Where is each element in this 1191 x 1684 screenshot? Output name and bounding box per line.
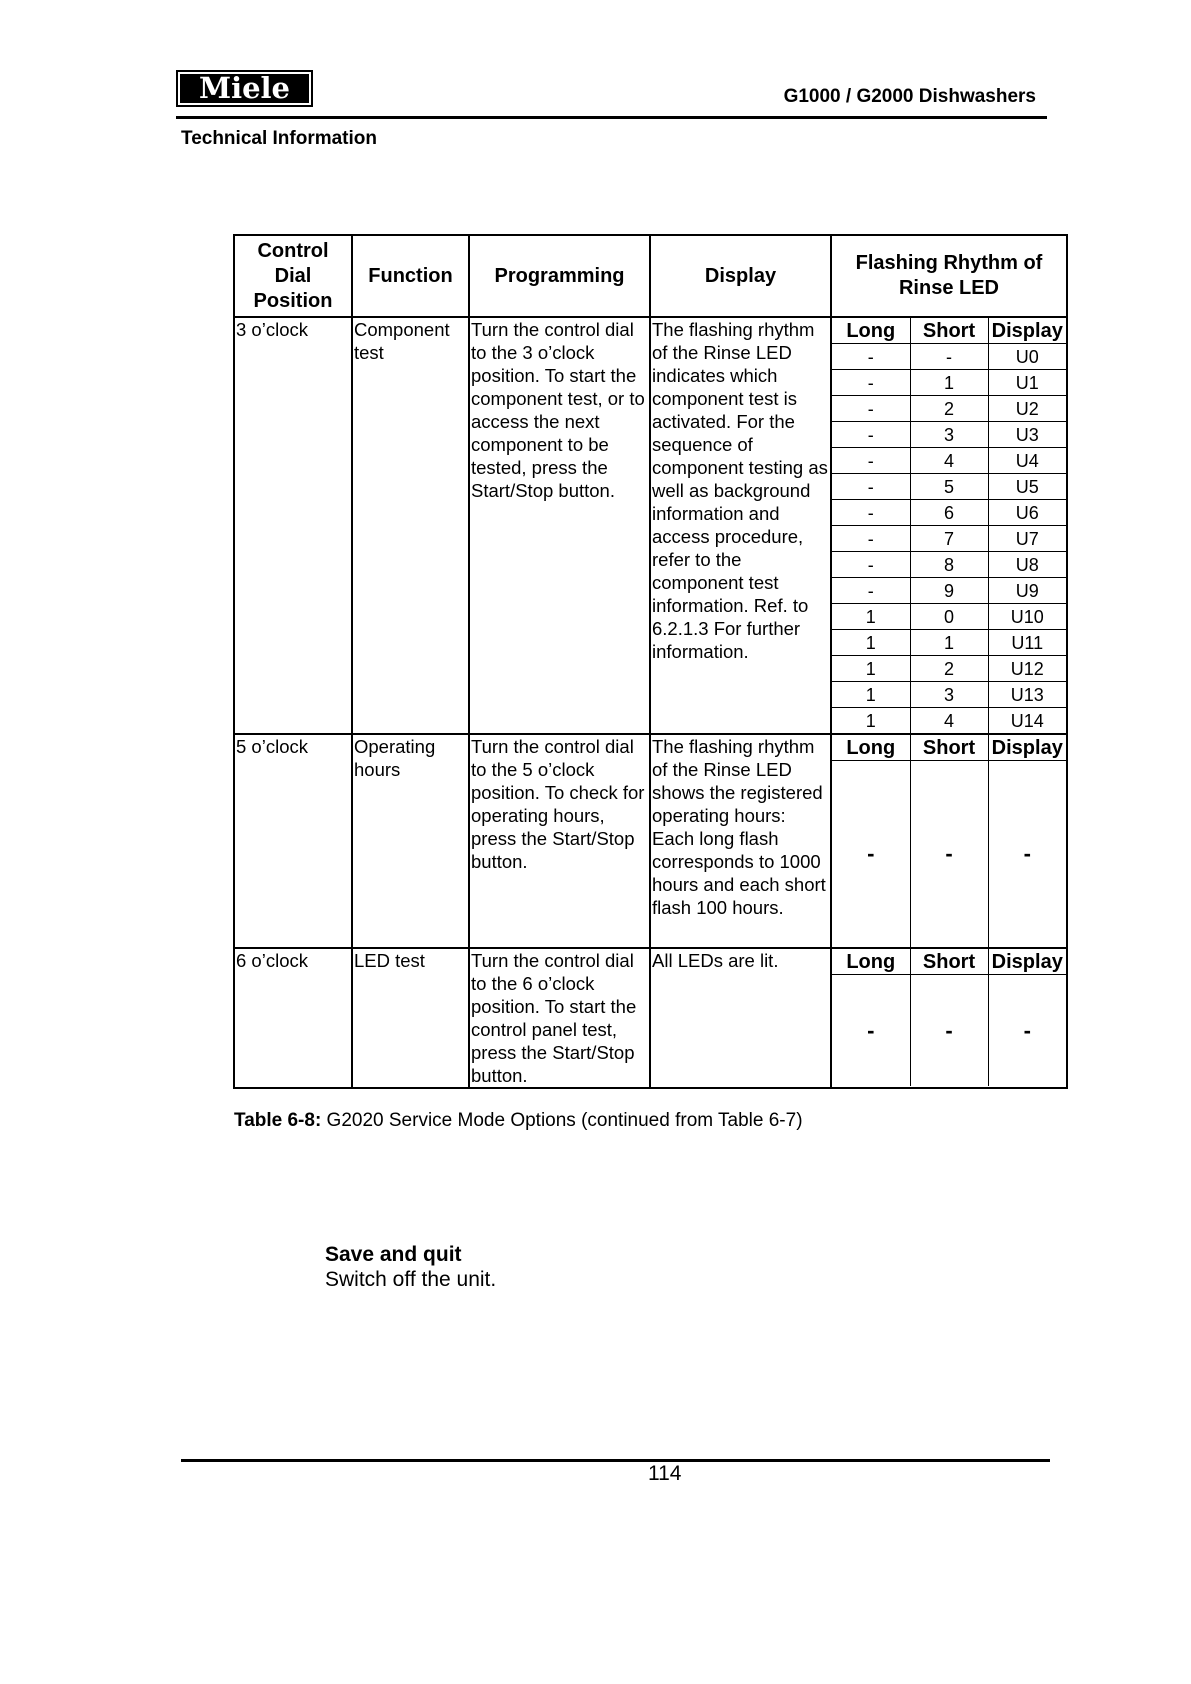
rhythm-header-short: Short	[910, 318, 988, 344]
rhythm-short: 1	[910, 630, 988, 656]
programming-cell: Turn the control dial to the 6 o’clock position. To start the control panel test, press the Start/Stop button.	[469, 948, 650, 1088]
rhythm-cell	[831, 734, 1067, 948]
miele-logo	[176, 70, 313, 107]
rhythm-display: U3	[988, 422, 1066, 448]
programming-cell: Turn the control dial to the 3 o’clock position. To start the component test, or to access the next component to be tested, press the Start/Stop button.	[469, 317, 650, 734]
rhythm-short: 7	[910, 526, 988, 552]
rhythm-cell	[831, 948, 1067, 1088]
rhythm-header-display: Display	[988, 735, 1066, 761]
function-cell: LED test	[352, 948, 469, 1088]
rhythm-header-row	[832, 735, 1066, 761]
rhythm-short: 1	[910, 370, 988, 396]
display-cell: All LEDs are lit.	[650, 948, 831, 1088]
header-divider	[176, 116, 1047, 119]
rhythm-short: 9	[910, 578, 988, 604]
rhythm-display: U5	[988, 474, 1066, 500]
rhythm-long: -	[832, 552, 910, 578]
rhythm-short: 6	[910, 500, 988, 526]
rhythm-display: -	[988, 761, 1066, 948]
rhythm-short: 0	[910, 604, 988, 630]
rhythm-display: U13	[988, 682, 1066, 708]
table-row	[234, 317, 1067, 734]
rhythm-row	[832, 500, 1066, 526]
rhythm-long: -	[832, 474, 910, 500]
rhythm-display: U14	[988, 708, 1066, 734]
rhythm-long: -	[832, 370, 910, 396]
rhythm-short: 8	[910, 552, 988, 578]
rhythm-row	[832, 975, 1066, 1087]
rhythm-header-display: Display	[988, 318, 1066, 344]
rhythm-header-row	[832, 949, 1066, 975]
rhythm-display: U9	[988, 578, 1066, 604]
rhythm-row	[832, 474, 1066, 500]
rhythm-header-short: Short	[910, 735, 988, 761]
rhythm-row	[832, 682, 1066, 708]
section-title: Technical Information	[181, 128, 378, 149]
rhythm-long: 1	[832, 682, 910, 708]
rhythm-row	[832, 526, 1066, 552]
rhythm-long: 1	[832, 656, 910, 682]
rhythm-row	[832, 578, 1066, 604]
rhythm-short: 2	[910, 656, 988, 682]
footer-divider	[181, 1459, 1050, 1462]
page-number: 114	[648, 1462, 682, 1485]
display-cell: The flashing rhythm of the Rinse LED indicates which component test is activated. For the sequence of component testing as well as background information and access procedure, refer to the component test information. Ref. to 6.2.1.3 For further information.	[650, 317, 831, 734]
rhythm-row	[832, 604, 1066, 630]
rhythm-row	[832, 396, 1066, 422]
rhythm-display: U1	[988, 370, 1066, 396]
rhythm-header-short: Short	[910, 949, 988, 975]
programming-cell: Turn the control dial to the 5 o’clock position. To check for operating hours, press the Start/Stop button.	[469, 734, 650, 948]
table-row	[234, 734, 1067, 948]
rhythm-long: -	[832, 422, 910, 448]
rhythm-long: -	[832, 396, 910, 422]
save-and-quit-heading: Save and quit	[325, 1243, 462, 1266]
rhythm-row	[832, 708, 1066, 734]
rhythm-display: U11	[988, 630, 1066, 656]
rhythm-long: -	[832, 344, 910, 370]
rhythm-display: U7	[988, 526, 1066, 552]
rhythm-short: 3	[910, 682, 988, 708]
rhythm-short: 4	[910, 448, 988, 474]
rhythm-short: -	[910, 975, 988, 1087]
rhythm-display: -	[988, 975, 1066, 1087]
display-cell: The flashing rhythm of the Rinse LED shows the registered operating hours: Each long flash corresponds to 1000 hours and each short flash 100 hours.	[650, 734, 831, 948]
rhythm-long: -	[832, 448, 910, 474]
rhythm-display: U4	[988, 448, 1066, 474]
rhythm-long: -	[832, 975, 910, 1087]
rhythm-row	[832, 344, 1066, 370]
rhythm-table	[832, 735, 1066, 947]
miele-logo-mark	[176, 70, 313, 107]
table-header-row	[234, 235, 1067, 317]
caption-label: Table 6-8:	[234, 1110, 322, 1131]
rhythm-header-long: Long	[832, 949, 910, 975]
rhythm-row	[832, 422, 1066, 448]
header-position: Control Dial Position	[234, 235, 352, 317]
rhythm-row	[832, 448, 1066, 474]
rhythm-long: 1	[832, 630, 910, 656]
rhythm-short: 2	[910, 396, 988, 422]
rhythm-display: U2	[988, 396, 1066, 422]
header-flashing-rhythm: Flashing Rhythm of Rinse LED	[831, 235, 1067, 317]
rhythm-header-display: Display	[988, 949, 1066, 975]
rhythm-cell	[831, 317, 1067, 734]
table-row	[234, 948, 1067, 1088]
logo-wordmark: Miele	[198, 71, 291, 105]
rhythm-long: 1	[832, 604, 910, 630]
function-cell: Component test	[352, 317, 469, 734]
rhythm-short: -	[910, 761, 988, 948]
service-mode-table	[233, 234, 1068, 1089]
rhythm-header-row	[832, 318, 1066, 344]
rhythm-long: -	[832, 761, 910, 948]
position-cell: 6 o’clock	[234, 948, 352, 1088]
rhythm-row	[832, 656, 1066, 682]
header-function: Function	[352, 235, 469, 317]
position-cell: 5 o’clock	[234, 734, 352, 948]
position-cell: 3 o’clock	[234, 317, 352, 734]
rhythm-display: U8	[988, 552, 1066, 578]
save-and-quit-text: Switch off the unit.	[325, 1268, 497, 1291]
rhythm-header-long: Long	[832, 735, 910, 761]
rhythm-long: -	[832, 526, 910, 552]
rhythm-row	[832, 552, 1066, 578]
rhythm-short: 3	[910, 422, 988, 448]
rhythm-row	[832, 370, 1066, 396]
header-display: Display	[650, 235, 831, 317]
rhythm-header-long: Long	[832, 318, 910, 344]
rhythm-table	[832, 318, 1066, 733]
document-title: G1000 / G2000 Dishwashers	[783, 86, 1036, 107]
rhythm-short: 4	[910, 708, 988, 734]
caption-text: G2020 Service Mode Options (continued from Table 6-7)	[321, 1110, 803, 1131]
rhythm-display: U12	[988, 656, 1066, 682]
rhythm-long: -	[832, 500, 910, 526]
rhythm-short: -	[910, 344, 988, 370]
rhythm-long: -	[832, 578, 910, 604]
rhythm-display: U0	[988, 344, 1066, 370]
rhythm-long: 1	[832, 708, 910, 734]
function-cell: Operating hours	[352, 734, 469, 948]
rhythm-display: U10	[988, 604, 1066, 630]
header-programming: Programming	[469, 235, 650, 317]
rhythm-row	[832, 761, 1066, 948]
rhythm-display: U6	[988, 500, 1066, 526]
rhythm-short: 5	[910, 474, 988, 500]
table-caption	[234, 1110, 803, 1132]
rhythm-table	[832, 949, 1066, 1086]
rhythm-row	[832, 630, 1066, 656]
